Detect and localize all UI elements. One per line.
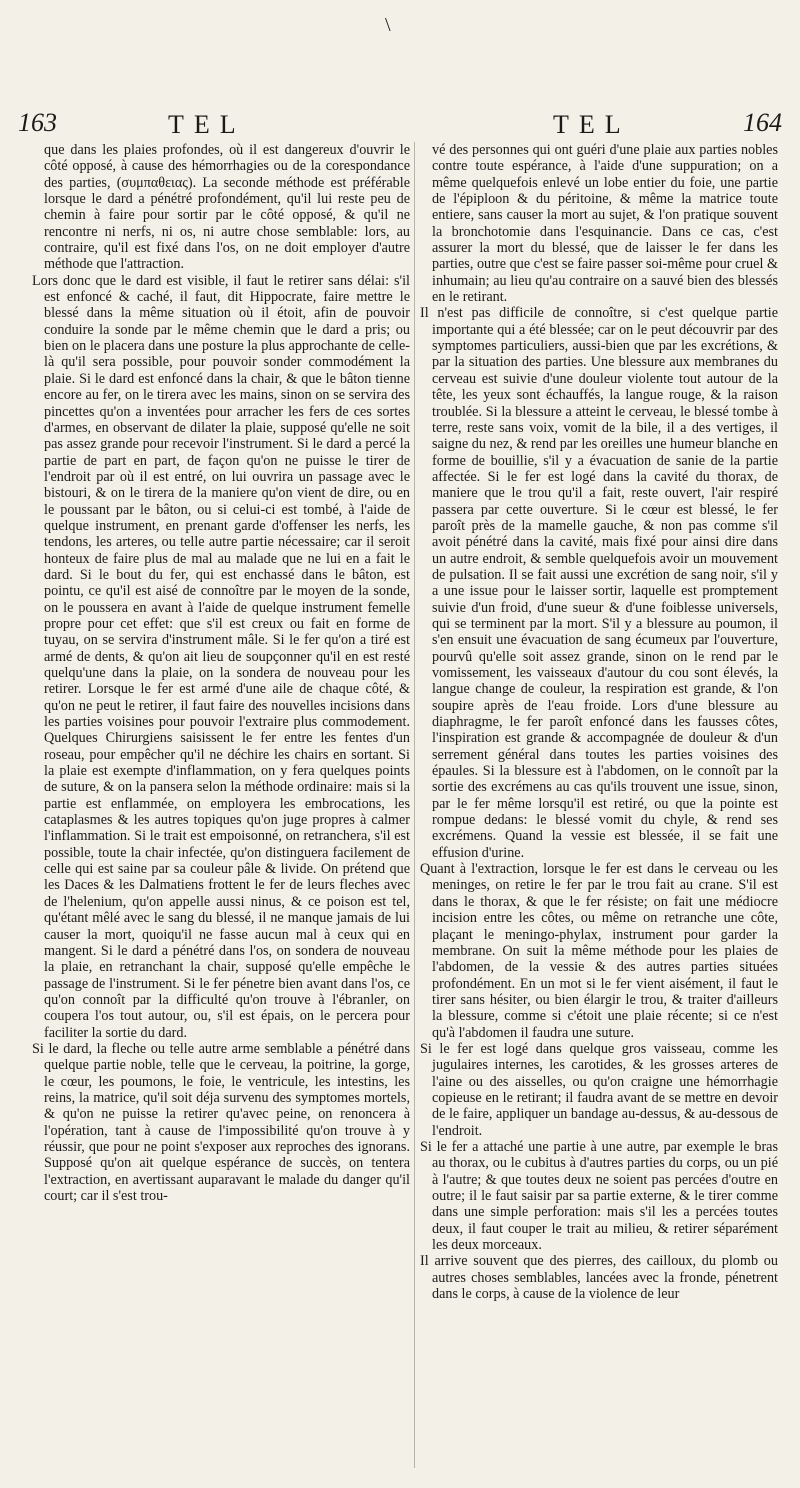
page-number-right: 164 xyxy=(743,108,782,137)
left-column xyxy=(32,142,410,1474)
paragraph: Lors donc que le dard est visible, il faut le retirer sans délai: s'il est enfoncé & caché, il faut, dit Hippocrate, faire mettre le blessé dans la même situation où il étoit, afin de pouvoir conduire la sonde par le même chemin que le dard a pris; ou bien on le placera dans une posture la plus approchante de celle-là qu'il sera possible, pour pouvoir sonder commodément la plaie. Si le dard est enfoncé dans la chair, & que le bâton tienne encore au fer, on le tirera avec les mains, sinon on se servira des pincettes qu'on a inventées pour arracher les fers de ces sortes d'armes, en observant de dilater la plaie, supposé qu'elle ne soit pas assez grande pour recevoir l'instrument. Si le dard a percé la partie de part en part, de façon qu'on ne puisse le tirer de l'endroit par où il est entré, on lui ouvrira un passage avec le bistouri, & on le tirera de la maniere qu'on vient de dire, ou en le poussant par le bâton, ou si celui-ci est tombé, à l'aide de quelque instrument, en prenant garde d'offenser les nerfs, les tendons, les arteres, ou telle autre partie nécessaire; car il seroit honteux de faire plus de mal au malade que ne lui en a fait le dard. Si le bout du fer, qui est enchassé dans le bâton, est pointu, ce qu'il est aisé de connoître par le moyen de la sonde, on le poussera en avant à l'aide de quelque instrument femelle propre pour cet effet: que s'il est creux ou fait en forme de tuyau, on se servira d'instrument mâle. Si le fer qu'on a tiré est armé de dents, & qu'on ait lieu de soupçonner qu'il en est resté quelqu'une dans la plaie, on la sondera de nouveau pour les retirer. Lorsque le fer est armé d'une aile de chaque côté, & qu'on ne peut le retirer, il faut faire des nouvelles incisions dans les parties voisines pour pouvoir l'extraire plus commodement. Quelques Chirurgiens saisissent le fer entre les fentes d'un roseau, pour empêcher qu'il ne déchire les chairs en sortant. Si la plaie est exempte d'inflammation, on y fera quelques points de suture, & on la pansera selon la méthode ordinaire: mais si la partie est enflammée, on employera les embrocations, les cataplasmes & les autres topiques qu'on juge propres à calmer l'inflammation. Si le trait est empoisonné, on retranchera, s'il est possible, toute la chair infectée, qu'on distinguera facilement de celle qui est saine par sa couleur pâle & livide. On prétend que les Daces & les Dalmatiens frottent le fer de leurs fleches avec de l'helenium, qu'on appelle aussi ninus, & ce poison est tel, qu'étant mêlé avec le sang du blessé, il ne manque jamais de lui causer la mort, quoiqu'il ne fasse aucun mal à ceux qui en mangent. Si le dard a pénétré dans l'os, on sondera de nouveau la plaie, en retranchant la chair, supposé qu'elle empêche le passage de l'instrument. Si le fer pénetre bien avant dans l'os, ce qu'on connoît par la difficulté qu'on trouve à l'ébranler, on coupera l'os tout autour, ou, s'il est épais, on le percera pour faciliter la sortie du dard. xyxy=(32,272,410,1041)
page-number-left: 163 xyxy=(18,108,57,137)
page-mark: \ xyxy=(385,14,391,36)
paragraph: Si le fer a attaché une partie à une autre, par exemple le bras au thorax, ou le cubitus à d'autres parties du corps, ou un pié à l'autre; & que toutes deux ne soient pas percées d'outre en outre; il le faut saisir par sa partie externe, & le tirer comme dans une simple perforation: mais s'il les a percées toutes deux, il faut couper le trait au milieu, & retirer séparément les deux morceaux. xyxy=(420,1138,778,1254)
paragraph: Quant à l'extraction, lorsque le fer est dans le cerveau ou les meninges, on retire le fer par le trou fait au crane. S'il est dans le thorax, & que le fer résiste; on fait une médiocre incision entre les côtes, ou même on retranche une côte, plaçant le meningo-phylax, instrument pour garder la membrane. On suit la même méthode pour les plaies de l'abdomen, de la vessie & des autres parties situées profondément. En un mot si le fer vient aisément, il faut le tirer sans hésiter, ou bien élargir le trou, & traiter d'ailleurs la blessure, comme si c'étoit une plaie récente; si ce n'est qu'à l'abdomen il faudra une suture. xyxy=(420,861,778,1041)
paragraph: Si le dard, la fleche ou telle autre arme semblable a pénétré dans quelque partie noble, telle que le cerveau, la poitrine, la gorge, le cœur, les poumons, le foie, le ventricule, les intestins, les reins, la matrice, qu'il soit déja survenu des symptomes mortels, & qu'on ne puisse la retirer qu'avec peine, on renoncera à l'opération, tant à cause de l'impossibilité qu'on trouve à y réussir, que pour ne point s'exposer aux reproches des ignorans. Supposé qu'on ait quelque espérance de succès, on tentera l'extraction, en avertissant auparavant le malade du danger qu'il court; car il s'est trou- xyxy=(32,1040,410,1204)
paragraph: Si le fer est logé dans quelque gros vaisseau, comme les jugulaires internes, les carotides, & les grosses arteres de l'aine ou des aisselles, ou qu'on craigne une hémorrhagie copieuse en le retirant; il faudra avant de se mettre en devoir de le faire, appliquer un bandage au-dessus, & au-dessous de l'endroit. xyxy=(420,1040,778,1139)
paragraph: vé des personnes qui ont guéri d'une plaie aux parties nobles contre toute espérance, à l'aide d'une suppuration; on a même quelquefois enlevé un lobe entier du foie, une partie de l'épiploon & du péritoine, & même la matrice toute entiere, sans causer la mort au sujet, & l'on pratique souvent la bronchotomie dans l'esquinancie. Dans ce cas, c'est assurer la mort du blessé, que de laisser le fer dans les parties, outre que c'est se faire passer soi-même pour cruel & inhumain; au lieu qu'au contraire on a sauvé bien des blessés en le retirant. xyxy=(432,142,778,306)
paragraph: que dans les plaies profondes, où il est dangereux d'ouvrir le côté opposé, à cause des hémorrhagies ou de la corespondance des parties, (συμπαθειας). La seconde méthode est préférable lorsque le dard a pénétré profondément, qu'il lui reste peu de chemin à faire pour sortir par le côté opposé, & qu'il ne rencontre ni nerfs, ni os, ni autre chose semblable: lors, au contraire, qu'il est fixé dans l'os, on ne doit employer d'autre méthode que l'attraction. xyxy=(44,142,410,273)
paragraph: Il arrive souvent que des pierres, des cailloux, du plomb ou autres choses semblables, lancées avec la fronde, pénetrent dans le corps, à cause de la violence de leur xyxy=(420,1253,778,1303)
column-divider xyxy=(414,142,415,1468)
running-head-right: TEL xyxy=(553,110,631,139)
paragraph: Il n'est pas difficile de connoître, si c'est quelque partie importante qui a été blessée; car on le peut découvrir par des symptomes particuliers, aussi-bien que par les excrétions, & par la situation des parties. Une blessure aux membranes du cerveau est suivie d'une douleur violente tout autour de la tête, les yeux sont échauffés, la langue rouge, & la raison troublée. Si la blessure a atteint le cerveau, le blessé tombe à terre, reste sans voix, vomit de la bile, il a des vertiges, il saigne du nez, & rend par les oreilles une humeur blanche en forme de bouillie, s'il y a évacuation de sanie de la partie affectée. Si le fer est logé dans la cavité du thorax, de maniere que le trou qu'il a fait, reste ouvert, l'air respiré passera par cette ouverture. Si le cœur est blessé, le fer paroît près de la mamelle gauche, & non pas comme s'il avoit pénétré dans la cavité, mais fixé pour ainsi dire dans un autre endroit, & semble quelquefois avoir un mouvement de pulsation. Il se fait aussi une excrétion de sang noir, s'il y a une issue pour le laisser sortir, laquelle est promptement suivie d'un froid, d'une sueur & d'une foiblesse universels, qui se terminent par la mort. S'il y a blessure au poumon, il s'en ensuit une évacuation de sang écumeux par l'ouverture, pourvû qu'elle soit assez grande, sinon on le rend par le vomissement, les vaisseaux d'autour du cou sont élevés, la langue change de couleur, la respiration est grande, & l'on soupire après de l'eau froide. Lors d'une blessure au diaphragme, le fer paroît enfoncé dans les fausses côtes, l'inspiration est grande & accompagnée de douleur & d'un serrement général dans toutes les parties voisines des épaules. Si la blessure est à l'abdomen, on le connoît par la sortie des excrémens au cas qu'ils trouvent une issue, sinon, par le fer même lorsqu'il est retiré, ou que la pointe est rompue dedans: le blessé vomit du chyle, & rend ses excrémens. Quand la vessie est blessée, il se fait une effusion d'urine. xyxy=(420,305,778,861)
running-head-left: TEL xyxy=(168,110,246,139)
right-column xyxy=(420,142,778,1474)
